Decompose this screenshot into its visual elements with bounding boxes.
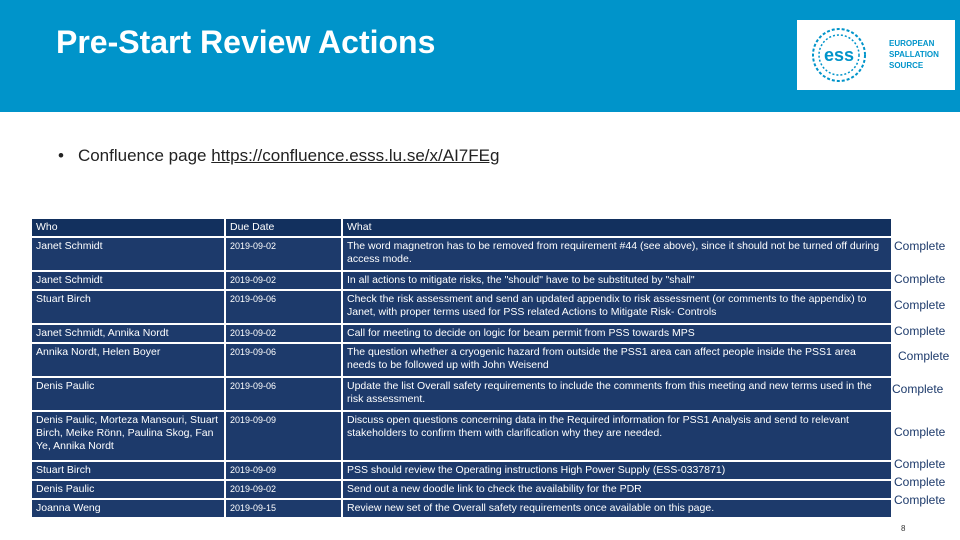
actions-table-wrap [32,219,893,519]
row-what: Review new set of the Overall safety requirements once available on this page. [343,500,893,519]
table-row [32,500,893,519]
logo-line-1: EUROPEAN [889,39,935,48]
row-what: PSS should review the Operating instructions High Power Supply (ESS-0337871) [343,462,893,481]
table-row [32,291,893,325]
table-row [32,481,893,500]
row-due: 2019-09-06 [226,344,343,378]
status-complete: Complete [894,324,946,338]
row-due: 2019-09-06 [226,291,343,325]
confluence-bullet [58,146,499,166]
table-row [32,462,893,481]
status-complete: Complete [894,272,946,286]
bullet-text: Confluence page [77,146,212,165]
status-complete: Complete [898,349,950,363]
actions-table [32,219,893,519]
ess-logo [797,20,955,90]
row-what: In all actions to mitigate risks, the "should" have to be substituted by "shall" [343,272,893,291]
table-row [32,238,893,272]
status-complete: Complete [894,493,946,507]
header-due-date: Due Date [226,219,343,238]
page-number: 8 [901,524,906,533]
row-due: 2019-09-02 [226,325,343,344]
row-what: The word magnetron has to be removed from requirement #44 (see above), since it should not be turned off during access mode. [343,238,893,272]
row-what: Check the risk assessment and send an updated appendix to risk assessment (or comments to the appendix) to Janet, with proper terms used for PSS related Actions to Mitigate Risk- Controls [343,291,893,325]
row-due: 2019-09-02 [226,272,343,291]
header-who: Who [32,219,226,238]
header-what: What [343,219,893,238]
status-complete: Complete [894,475,946,489]
row-due: 2019-09-02 [226,481,343,500]
confluence-link[interactable]: https://confluence.esss.lu.se/x/AI7FEg [211,146,500,165]
logo-line-2: SPALLATION [889,50,939,59]
status-complete: Complete [894,239,946,253]
status-complete: Complete [894,425,946,439]
bullet-dot-icon: • [58,146,64,165]
row-due: 2019-09-09 [226,412,343,462]
logo-line-3: SOURCE [889,61,924,70]
row-who: Annika Nordt, Helen Boyer [32,344,226,378]
row-due: 2019-09-09 [226,462,343,481]
row-what: Discuss open questions concerning data in the Required information for PSS1 Analysis and send to relevant stakeholders to confirm them with clarification why they are needed. [343,412,893,462]
row-who: Joanna Weng [32,500,226,519]
row-what: The question whether a cryogenic hazard from outside the PSS1 area can affect people inside the PSS1 area needs to be followed up with John Weisend [343,344,893,378]
ess-logo-mark-icon [813,29,865,81]
table-row [32,412,893,462]
row-due: 2019-09-15 [226,500,343,519]
row-who: Janet Schmidt, Annika Nordt [32,325,226,344]
row-due: 2019-09-02 [226,238,343,272]
row-due: 2019-09-06 [226,378,343,412]
row-who: Stuart Birch [32,291,226,325]
row-who: Janet Schmidt [32,272,226,291]
row-who: Janet Schmidt [32,238,226,272]
row-who: Stuart Birch [32,462,226,481]
row-what: Update the list Overall safety requirements to include the comments from this meeting and new terms used in the risk assessment. [343,378,893,412]
slide-header-band [0,0,960,112]
logo-mark-text: ess [823,45,855,65]
row-who: Denis Paulic [32,378,226,412]
table-row [32,325,893,344]
row-what: Send out a new doodle link to check the availability for the PDR [343,481,893,500]
table-row [32,344,893,378]
status-complete: Complete [892,382,944,396]
table-header-row [32,219,893,238]
status-complete: Complete [894,457,946,471]
table-row [32,378,893,412]
row-who: Denis Paulic, Morteza Mansouri, Stuart Birch, Meike Rönn, Paulina Skog, Fan Ye, Annika Nordt [32,412,226,462]
table-row [32,272,893,291]
row-who: Denis Paulic [32,481,226,500]
status-complete: Complete [894,298,946,312]
row-what: Call for meeting to decide on logic for beam permit from PSS towards MPS [343,325,893,344]
slide-title: Pre-Start Review Actions [56,24,436,60]
